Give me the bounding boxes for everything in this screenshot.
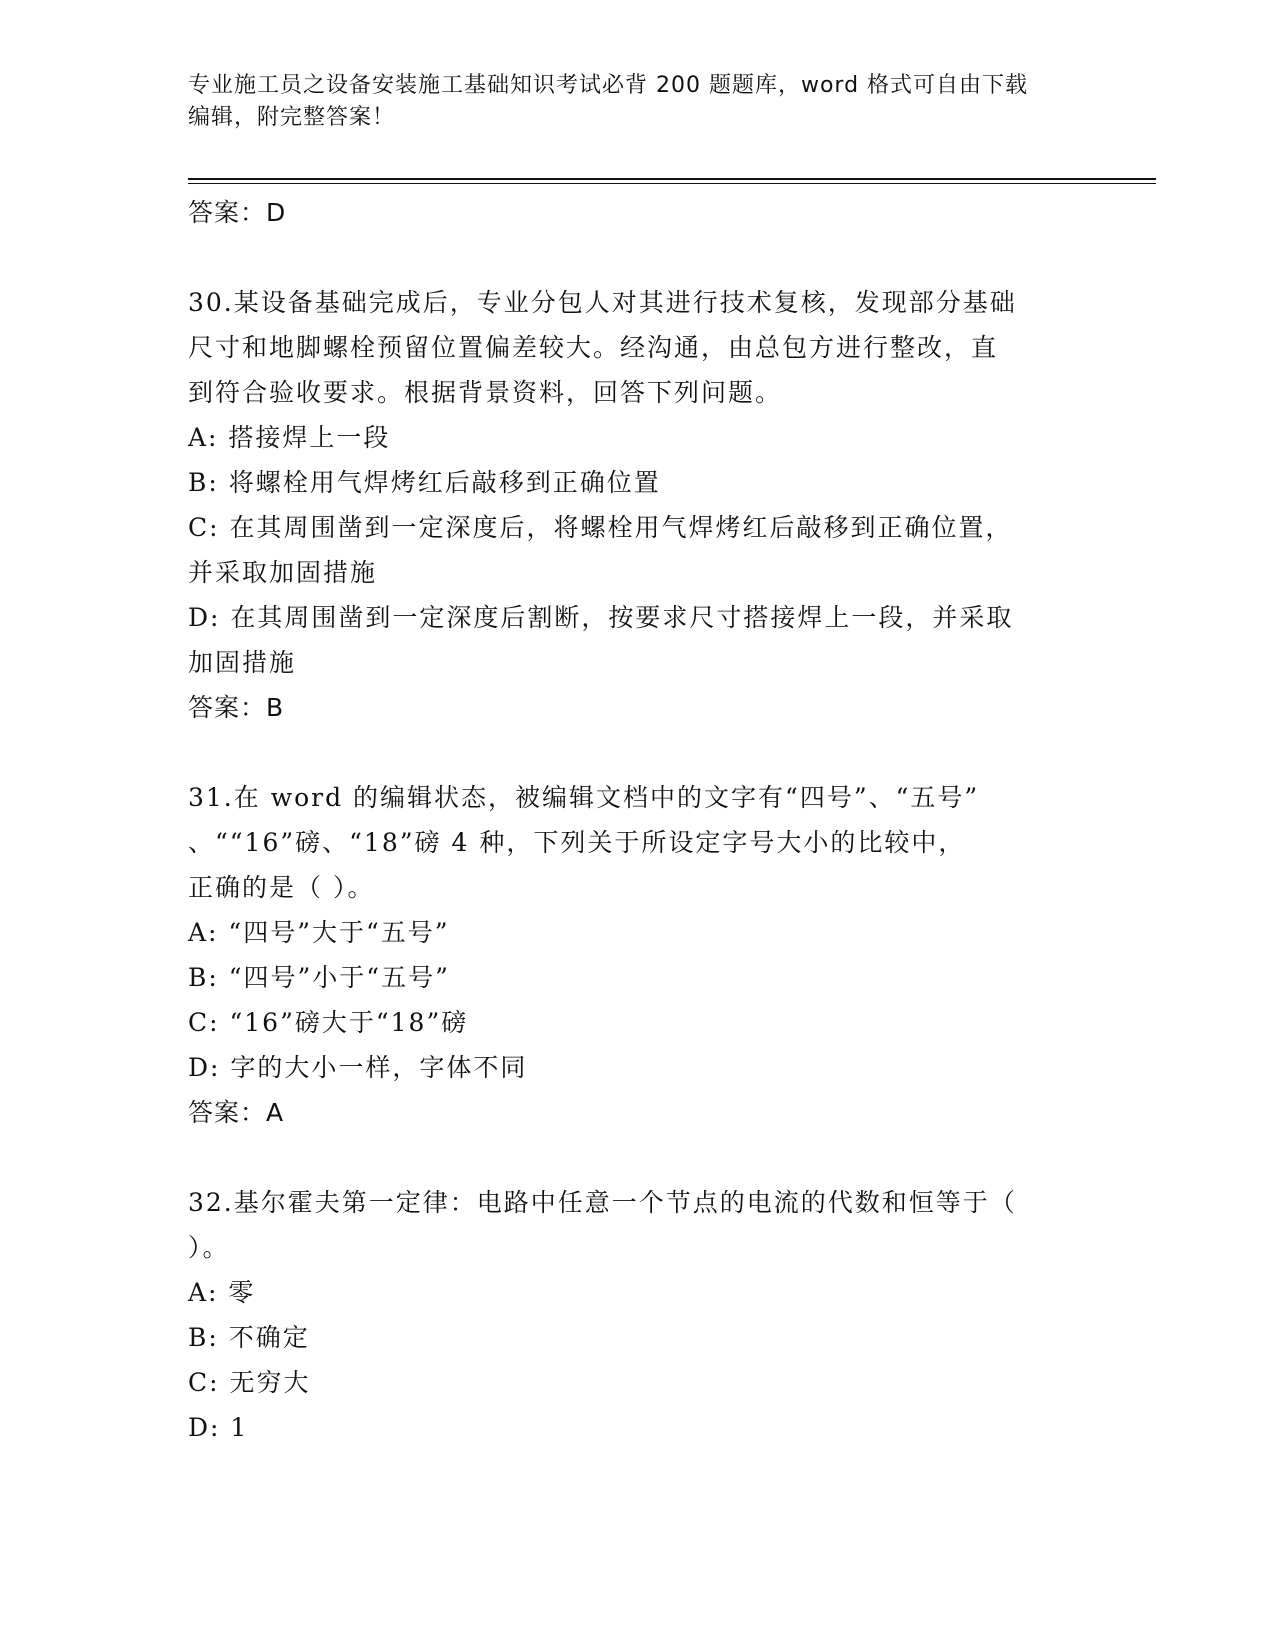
- option-c: C: 在其周围凿到一定深度后，将螺栓用气焊烤红后敲移到正确位置，: [188, 513, 1013, 542]
- question-stem: 到符合验收要求。根据背景资料，回答下列问题。: [188, 378, 783, 407]
- option-d: D: 1: [188, 1413, 249, 1442]
- header-divider-thin: [188, 183, 1156, 184]
- option-c: C: “16”磅大于“18”磅: [188, 1008, 469, 1037]
- question-stem: 30.某设备基础完成后，专业分包人对其进行技术复核，发现部分基础: [188, 288, 1017, 317]
- question-stem: ）。: [188, 1233, 230, 1262]
- question-stem: 31.在 word 的编辑状态，被编辑文档中的文字有“四号”、“五号”: [188, 783, 980, 812]
- answer-line: 答案：A: [188, 1098, 285, 1127]
- option-c-cont: 并采取加固措施: [188, 558, 378, 587]
- question-30: [188, 280, 1068, 730]
- question-stem: 正确的是（ ）。: [188, 873, 375, 902]
- option-b: B: 不确定: [188, 1323, 310, 1352]
- header-line: 编辑，附完整答案！: [188, 105, 396, 130]
- option-a: A: 零: [188, 1278, 256, 1307]
- question-31: [188, 775, 1068, 1135]
- option-b: B: “四号”小于“五号”: [188, 963, 450, 992]
- document-header: [188, 70, 1068, 134]
- question-32: [188, 1180, 1068, 1450]
- header-divider: [188, 178, 1156, 180]
- question-stem: 尺寸和地脚螺栓预留位置偏差较大。经沟通，由总包方进行整改，直: [188, 333, 999, 362]
- question-stem: 32.基尔霍夫第一定律：电路中任意一个节点的电流的代数和恒等于（: [188, 1188, 1017, 1217]
- option-d: D: 字的大小一样，字体不同: [188, 1053, 528, 1082]
- option-a: A: 搭接焊上一段: [188, 423, 391, 452]
- header-line: 专业施工员之设备安装施工基础知识考试必背 200 题题库，word 格式可自由下载: [188, 73, 1029, 98]
- option-d-cont: 加固措施: [188, 648, 297, 677]
- document-body: [188, 190, 1068, 1450]
- answer-line: 答案：D: [188, 198, 287, 227]
- option-c: C: 无穷大: [188, 1368, 311, 1397]
- option-d: D: 在其周围凿到一定深度后割断，按要求尺寸搭接焊上一段，并采取: [188, 603, 1014, 632]
- option-a: A: “四号”大于“五号”: [188, 918, 450, 947]
- question-stem: 、““16”磅、“18”磅 4 种，下列关于所设定字号大小的比较中，: [188, 828, 966, 857]
- option-b: B: 将螺栓用气焊烤红后敲移到正确位置: [188, 468, 661, 497]
- answer-line: 答案：B: [188, 693, 285, 722]
